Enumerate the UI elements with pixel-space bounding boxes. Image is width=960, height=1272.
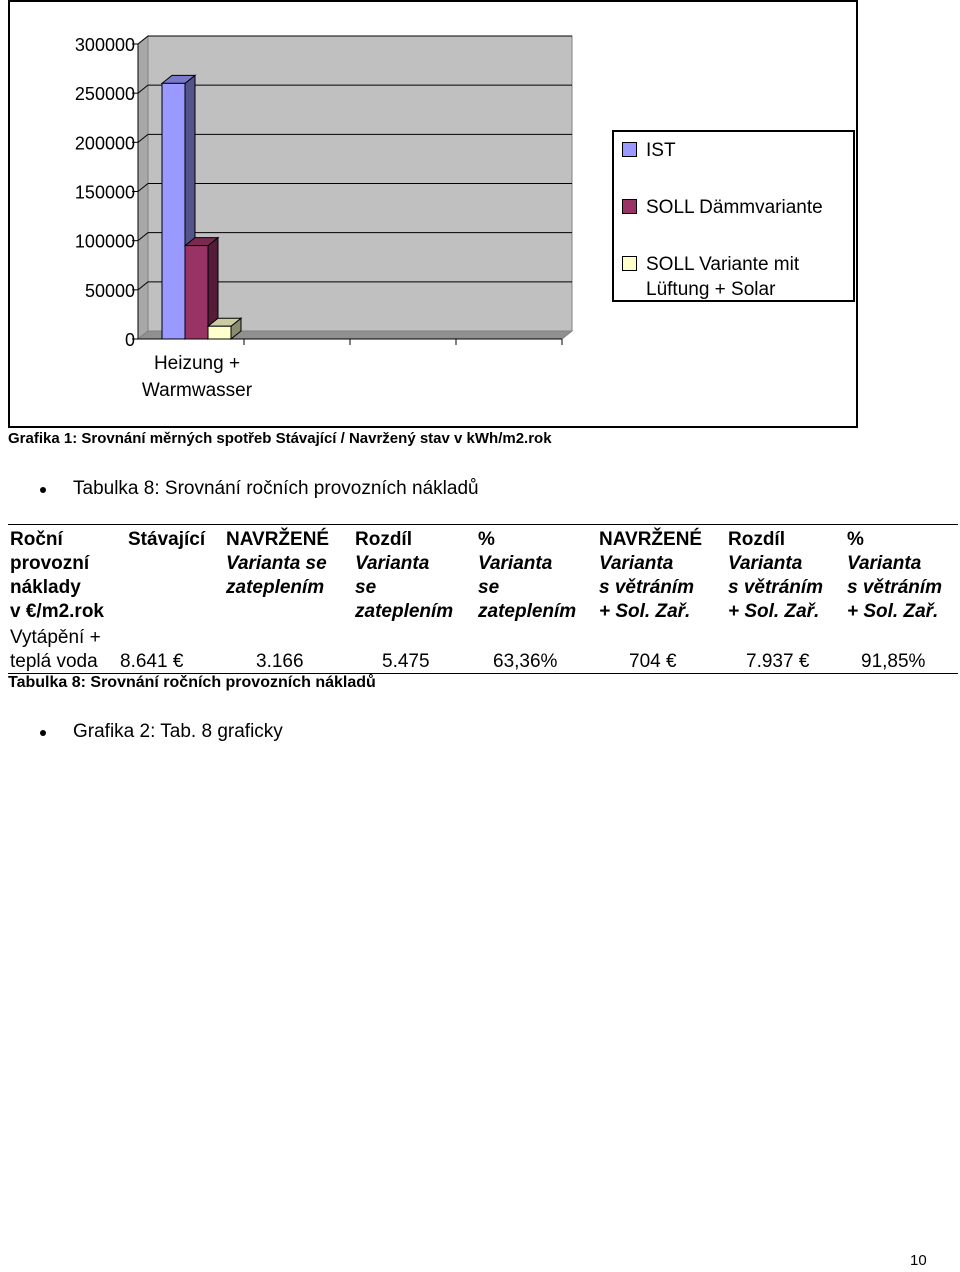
table-header-cell [478, 528, 576, 624]
cost-table [8, 524, 958, 674]
y-tick-label: 100000 [74, 231, 135, 252]
header-line: Rozdíl [728, 529, 785, 550]
bar [208, 326, 231, 339]
header-line: Varianta [599, 553, 674, 574]
table-cell: 7.937 € [746, 651, 810, 672]
header-line: zateplením [226, 577, 325, 598]
bullet-text: Grafika 2: Tab. 8 graficky [73, 721, 283, 742]
table-header-cell [10, 528, 104, 624]
y-tick-label: 300000 [74, 35, 135, 55]
header-line: se [355, 577, 377, 598]
header-line: Varianta [355, 553, 430, 574]
legend-label: IST [646, 140, 676, 161]
header-line: Varianta [478, 553, 553, 574]
legend-label: SOLL Variante mit Lüftung + Solar [646, 254, 800, 300]
header-line: náklady [10, 577, 81, 598]
table-cell: 8.641 € [120, 651, 184, 672]
header-line: Stávající [128, 529, 206, 550]
table-header-cell [355, 528, 453, 624]
header-line: NAVRŽENÉ [226, 529, 330, 550]
chart-caption: Grafika 1: Srovnání měrných spotřeb Stávající / Navržený stav v kWh/m2.rok [8, 430, 552, 447]
legend-label: SOLL Dämmvariante [646, 197, 823, 218]
header-line: s větráním [728, 577, 824, 598]
table-header-cell [847, 528, 942, 624]
table-row-label [10, 626, 101, 674]
y-tick-label: 200000 [74, 133, 135, 154]
table-cell: 704 € [629, 651, 677, 672]
bar [185, 246, 208, 339]
table-cell: 3.166 [256, 651, 304, 672]
y-tick-label: 0 [124, 330, 135, 350]
header-line: + Sol. Zař. [847, 601, 939, 622]
header-line: % [478, 529, 495, 550]
y-tick-label: 150000 [74, 182, 135, 203]
legend-swatch-ist [622, 142, 637, 157]
header-line: Rozdíl [355, 529, 412, 550]
header-line: Varianta [728, 553, 803, 574]
header-line: v €/m2.rok [10, 601, 104, 622]
category-label: Heizung + [153, 353, 241, 374]
bar [162, 83, 185, 339]
table-cell: 63,36% [493, 651, 558, 672]
header-line: % [847, 529, 864, 550]
table-cell: 91,85% [861, 651, 926, 672]
header-line: zateplením [355, 601, 454, 622]
category-label: Warmwasser [141, 380, 253, 401]
header-line: s větráním [847, 577, 943, 598]
header-line: s větráním [599, 577, 695, 598]
bullet-text: Tabulka 8: Srovnání ročních provozních nákladů [73, 478, 479, 499]
legend-swatch-soll-lueftung [622, 256, 637, 271]
chart-frame [8, 0, 858, 428]
row-label-line: Vytápění + [10, 627, 101, 648]
header-line: NAVRŽENÉ [599, 529, 703, 550]
table-header-cell [728, 528, 823, 624]
bullet-dot [40, 487, 46, 493]
header-line: Varianta se [226, 553, 327, 574]
row-label-line: teplá voda [10, 651, 98, 672]
header-line: provozní [10, 553, 90, 574]
header-line: + Sol. Zař. [728, 601, 820, 622]
header-line: se [478, 577, 500, 598]
header-line: zateplením [478, 601, 577, 622]
y-tick-label: 50000 [84, 280, 135, 301]
bullet-dot [40, 730, 46, 736]
table-caption: Tabulka 8: Srovnání ročních provozních nákladů [8, 674, 376, 691]
header-line: Varianta [847, 553, 922, 574]
table-header-cell [128, 528, 205, 552]
table-header-cell [599, 528, 702, 624]
page-number: 10 [910, 1252, 927, 1269]
header-line: Roční [10, 529, 63, 550]
chart-legend [612, 130, 855, 302]
table-header-cell [226, 528, 329, 600]
header-line: + Sol. Zař. [599, 601, 691, 622]
y-tick-label: 250000 [74, 84, 135, 105]
table-cell: 5.475 [382, 651, 430, 672]
legend-swatch-soll-daemm [622, 199, 637, 214]
